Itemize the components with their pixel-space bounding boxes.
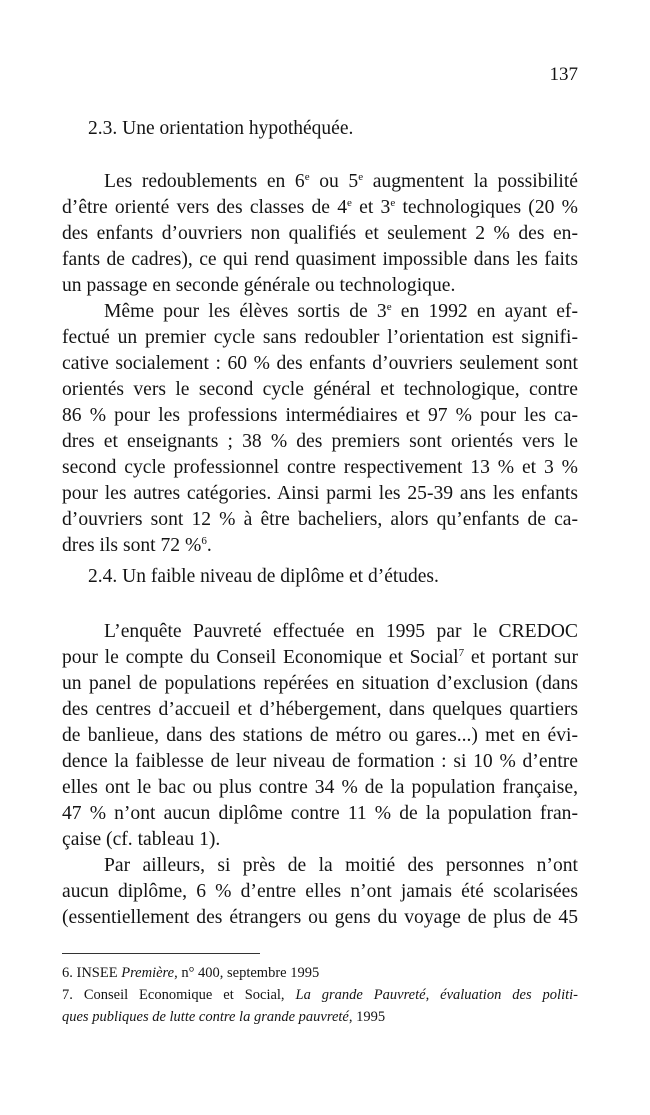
footnote-7: 7. Conseil Economique et Social, La grande Pauvreté, évaluation des politi- (62, 987, 578, 1003)
text-line: un panel de populations repérées en situation d’exclusion (dans (62, 673, 578, 694)
text-line: dres et enseignants ; 38 % des premiers sont orientés vers le (62, 431, 578, 452)
section-heading-2-4: 2.4. Un faible niveau de diplôme et d’études. (88, 566, 439, 587)
text-line: fectué un premier cycle sans redoubler l’orientation est signifi- (62, 327, 578, 348)
footnote-6: 6. INSEE Première, n° 400, septembre 1995 (62, 965, 320, 981)
text-line: dres ils sont 72 %$^6$. (62, 535, 212, 556)
text-line: d’ouvriers sont 12 % à être bacheliers, alors qu’enfants de ca- (62, 509, 578, 530)
page-number: 137 (549, 64, 578, 85)
footnote-7-continued: ques publiques de lutte contre la grande pauvreté, 1995 (62, 1009, 386, 1025)
text-line: fants de cadres), ce qui rend quasiment impossible dans les faits (62, 249, 578, 270)
text-line: çaise (cf. tableau 1). (62, 829, 221, 850)
text-line: dence la faiblesse de leur niveau de formation : si 10 % d’entre (62, 751, 578, 772)
text-line: 47 % n’ont aucun diplôme contre 11 % de la population fran- (62, 803, 578, 824)
text-line: de banlieue, dans des stations de métro ou gares...) met en évi- (62, 725, 578, 746)
text-line: pour le compte du Conseil Economique et Social$^7$ et portant sur (62, 647, 578, 668)
text-line: 86 % pour les professions intermédiaires et 97 % pour les ca- (62, 405, 578, 426)
text-line: (essentiellement des étrangers ou gens du voyage de plus de 45 (62, 907, 578, 928)
text-line: second cycle professionnel contre respectivement 13 % et 3 % (62, 457, 578, 478)
text-line: L’enquête Pauvreté effectuée en 1995 par le CREDOC (104, 621, 578, 642)
text-line: un passage en seconde générale ou technologique. (62, 275, 456, 296)
text-line: des enfants d’ouvriers non qualifiés et seulement 2 % des en- (62, 223, 578, 244)
text-line: elles ont le bac ou plus contre 34 % de la population française, (62, 777, 578, 798)
footnote-separator (62, 953, 260, 954)
text-line: des centres d’accueil et d’hébergement, dans quelques quartiers (62, 699, 578, 720)
text-line: cative socialement : 60 % des enfants d’ouvriers seulement sont (62, 353, 578, 374)
text-line: Les redoublements en 6e ou 5e augmentent la possibilité (104, 171, 578, 192)
text-line: pour les autres catégories. Ainsi parmi les 25-39 ans les enfants (62, 483, 578, 504)
text-line: aucun diplôme, 6 % d’entre elles n’ont jamais été scolarisées (62, 881, 578, 902)
text-line: orientés vers le second cycle général et technologique, contre (62, 379, 578, 400)
text-line: Même pour les élèves sortis de 3e en 1992 en ayant ef- (104, 301, 578, 322)
section-heading-2-3: 2.3. Une orientation hypothéquée. (88, 118, 354, 139)
text-line: d’être orienté vers des classes de 4e et 3e technologiques (20 % (62, 197, 578, 218)
text-line: Par ailleurs, si près de la moitié des personnes n’ont (104, 855, 578, 876)
